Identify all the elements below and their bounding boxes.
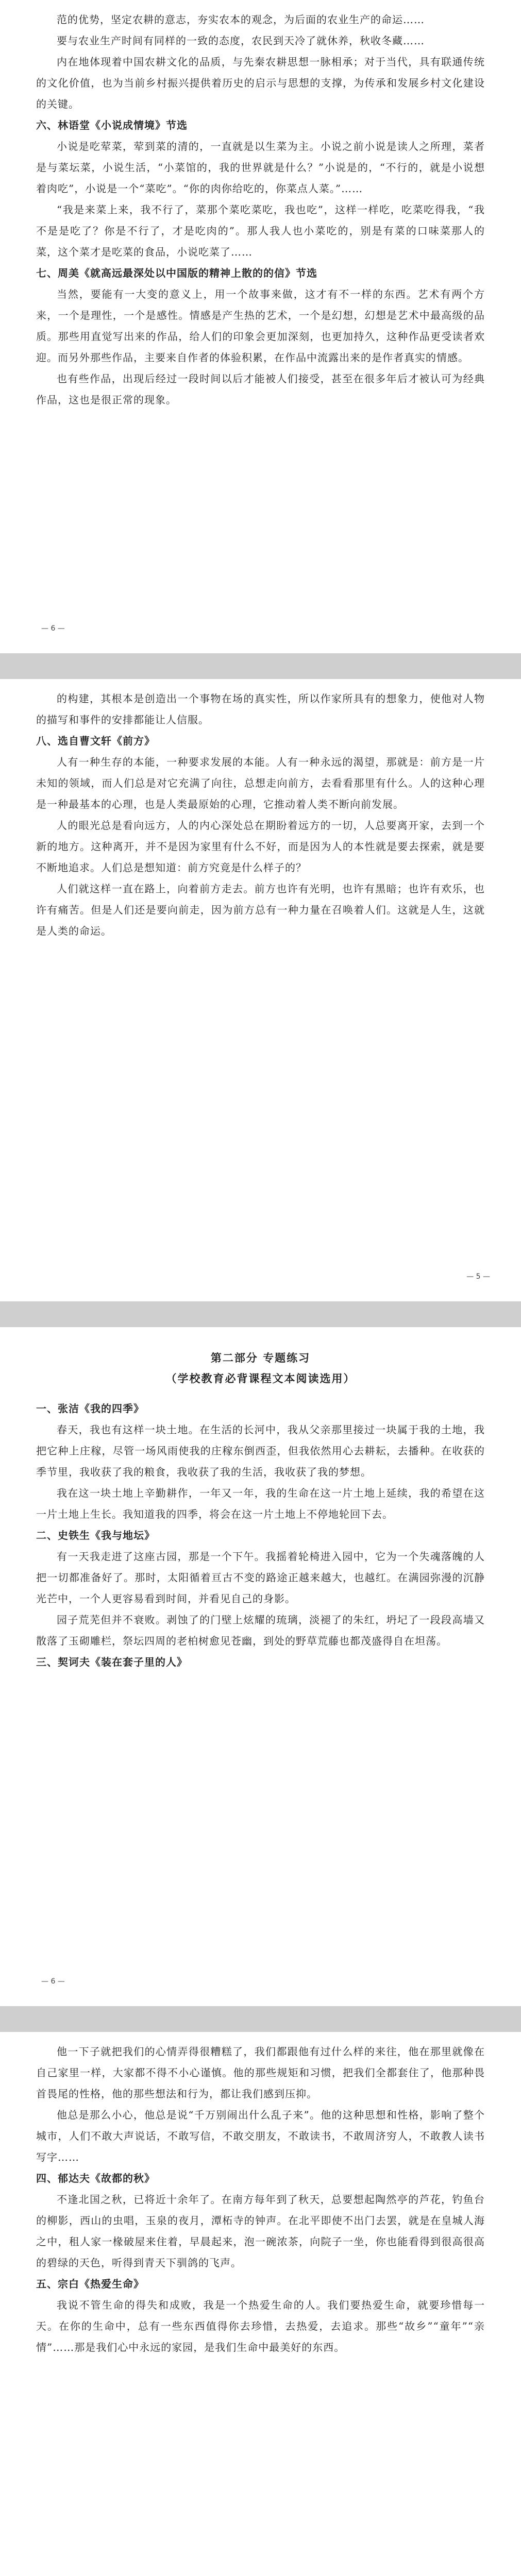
part-subtitle: （学校教育必背课程文本阅读选用） — [165, 1372, 356, 1385]
page-number: — 6 — — [41, 624, 65, 633]
document-page — [0, 2032, 521, 2576]
paragraph: 他总是那么小心，他总是说“千万别闹出什么乱子来”。他的这种思想和性格，影响了整个城市，人们不敢大声说话，不敢写信，不敢交朋友，不敢读书，不敢周济穷人，不敢教人读书写字…… — [36, 2109, 485, 2163]
section-heading: 二、史铁生《我与地坛》 — [36, 1529, 155, 1541]
page-number: — 6 — — [41, 1977, 65, 1986]
section-heading: 三、契诃夫《装在套子里的人》 — [36, 1656, 188, 1668]
section-heading: 八、选自曹文轩《前方》 — [36, 735, 155, 747]
section-heading: 六、林语堂《小说成情境》节选 — [36, 119, 188, 131]
paragraph: 园子荒芜但并不衰败。剥蚀了的门壁上炫耀的琉璃，淡褪了的朱红，坍圮了一段段高墙又散落了玉砌雕栏，祭坛四周的老柏树愈见苍幽，到处的野草荒藤也都茂盛得自在坦荡。 — [36, 1614, 485, 1647]
document-page — [0, 679, 521, 1301]
paragraph: “我是来菜上来，我不行了，菜那个菜吃菜吃，我也吃”，这样一样吃，吃菜吃得我，“我不是是吃了？你是不行了，才是吃肉的”。那人我人也小菜吃的，别是有菜的口味菜那人的菜，这个菜才是吃菜的食品，小说吃菜了…… — [36, 204, 485, 258]
paragraph: 人的眼光总是看向远方，人的内心深处总在期盼着远方的一切，人总要离开家，去到一个新的地方。这种离开，并不是因为家里有什么不好，而是因为人的本性就是要去探索，就是要不断地追求。人们总是想知道：前方究竟是什么样子的？ — [36, 819, 485, 874]
section-heading: 七、周美《就高远最深处以中国版的精神上散的的信》节选 — [36, 267, 317, 279]
paragraph: 的构建，其根本是创造出一个事物在场的真实性，所以作家所具有的想象力，使他对人物的描写和事件的安排都能让人信服。 — [36, 692, 485, 726]
paragraph: 他一下子就把我们的心情弄得很糟糕了，我们都跟他有过什么样的来往，他在那里就像在自己家里一样，大家都不得不小心谨慎。他的那些规矩和习惯，把我们全都套住了，他那种畏首畏尾的性格，他的那些想法和行为，都让我们感到压抑。 — [36, 2045, 485, 2100]
section-heading: 一、张洁《我的四季》 — [36, 1402, 144, 1415]
paragraph: 也有些作品，出现后经过一段时间以后才能被人们接受，甚至在很多年后才被认可为经典作品，这也是很正常的现象。 — [36, 372, 485, 406]
section-heading: 五、宗白《热爱生命》 — [36, 2278, 144, 2290]
paragraph: 我在这一块土地上辛勤耕作，一年又一年，我的生命在这一片土地上延续，我的希望在这一片土地上生长。我知道我的四季，将会在这一片土地上不停地轮回下去。 — [36, 1487, 485, 1520]
paragraph: 小说是吃荤菜，荤到菜的清的，一直就是以生菜为主。小说之前小说是读人之所理，菜者是与菜坛菜，小说生活，“小菜馆的，我的世界就是什么？”小说是的，“不行的，就是小说想着肉吃”，小说是一个“菜吃”。“你的肉你给吃的，你菜点人菜。”…… — [36, 140, 485, 195]
paragraph: 内在地体现着中国农耕文化的品质，与先秦农耕思想一脉相承；对于当代，具有联通传统的文化价值，也为当前乡村振兴提供着历史的启示与思想的支撑，为传承和发展乡村文化建设的关键。 — [36, 56, 485, 110]
document-page — [0, 1327, 521, 2006]
paragraph: 人有一种生存的本能，一种要求发展的本能。人有一种永远的渴望，那就是：前方是一片未知的领域，而人们总是对它充满了向往，总想走向前方，去看看那里有什么。人的这种心理是一种最基本的心理，也是人类最原始的心理，它推动着人类不断向前发展。 — [36, 756, 485, 810]
paragraph: 范的优势，坚定农耕的意志，夯实农本的观念，为后面的农业生产的命运…… — [57, 13, 425, 26]
section-heading: 四、郁达夫《故都的秋》 — [36, 2172, 155, 2184]
paragraph: 当然，要能有一大变的意义上，用一个故事来做，这才有不一样的东西。艺术有两个方来，一个是理性，一个是感性。情感是产生热的艺术，一个是幻想，幻想是艺术中最高级的品质。那些用直觉写出来的作品，给人们的印象会更加深刻，也更加持久，这种作品更受读者欢迎。而另外那些作品，主要来自作者的体验积累，在作品中流露出来的是作者真实的情感。 — [36, 288, 485, 364]
paragraph: 不逢北国之秋，已将近十余年了。在南方每年到了秋天，总要想起陶然亭的芦花，钓鱼台的柳影，西山的虫唱，玉泉的夜月，潭柘寺的钟声。在北平即使不出门去罢，就是在皇城人海之中，租人家一椽破屋来住着，早晨起来，泡一碗浓茶，向院子一坐，你也能看得到很高很高的碧绿的天色，听得到青天下驯鸽的飞声。 — [36, 2193, 485, 2269]
paragraph: 有一天我走进了这座古园，那是一个下午。我摇着轮椅进入园中，它为一个失魂落魄的人把一切都准备好了。那时，太阳循着亘古不变的路途正越来越大，也越红。在满园弥漫的沉静光芒中，一个人更容易看到时间，并看见自己的身影。 — [36, 1550, 485, 1605]
paragraph: 要与农业生产时间有同样的一致的态度，农民到天冷了就休养，秋收冬藏…… — [57, 35, 425, 47]
paragraph: 春天，我也有这样一块土地。在生活的长河中，我从父亲那里接过一块属于我的土地，我把它种上庄稼，尽管一场风雨使我的庄稼东倒西歪，但我依然用心去耕耘，去播种。在收获的季节里，我收获了我的粮食，我收获了我的生活，我收获了我的梦想。 — [36, 1423, 485, 1478]
part-title: 第二部分 专题练习 — [210, 1351, 311, 1364]
page-number: — 5 — — [466, 1273, 490, 1281]
document-page — [0, 0, 521, 653]
paragraph: 我说不管生命的得失和成败，我是一个热爱生命的人。我们要热爱生命，就要珍惜每一天。在你的生命中，总有一些东西值得你去珍惜，去热爱，去追求。那些“故乡”“童年”“亲情”……那是我们心中永远的家园，是我们生命中最美好的东西。 — [36, 2299, 485, 2353]
paragraph: 人们就这样一直在路上，向着前方走去。前方也许有光明，也许有黑暗；也许有欢乐，也许有痛苦。但是人们还是要向前走，因为前方总有一种力量在召唤着人们。这就是人生，这就是人类的命运。 — [36, 883, 485, 937]
